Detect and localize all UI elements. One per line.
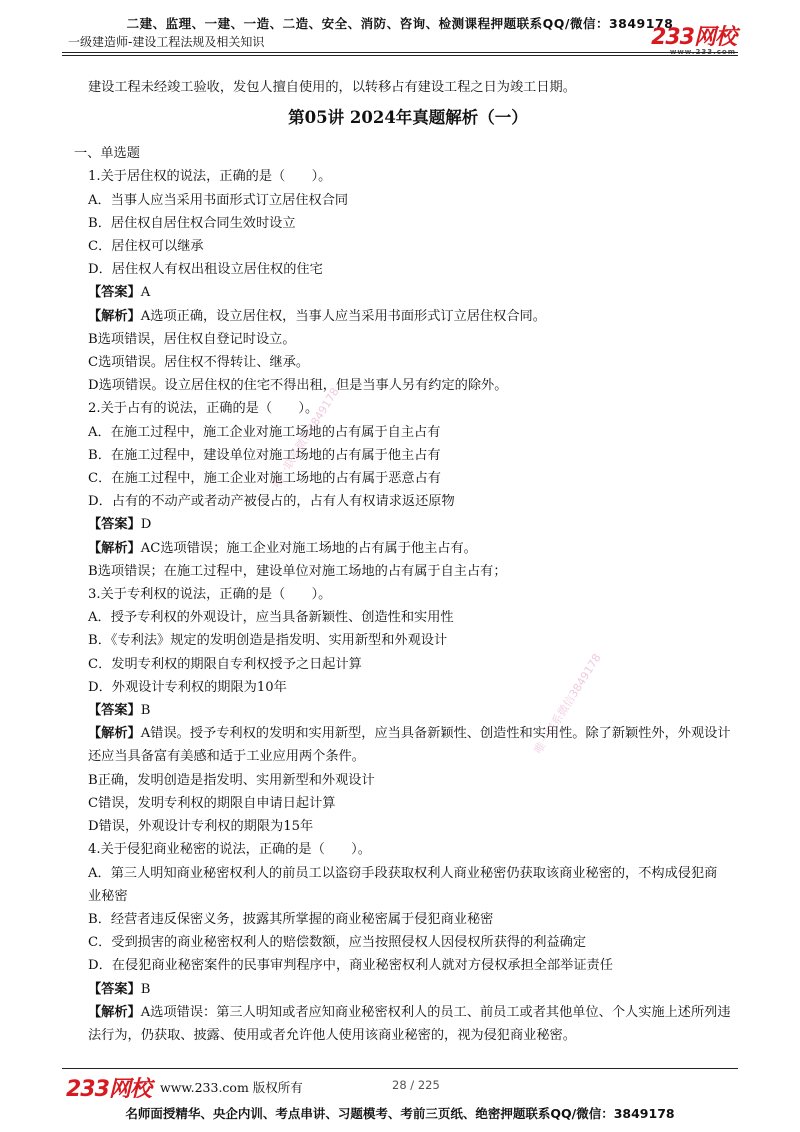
- answer-line: [88, 978, 728, 1001]
- brand-logo-url: www.233.com: [669, 48, 736, 56]
- answer-label: 【答案】: [88, 285, 141, 301]
- question-option: C．居住权可以继承: [88, 239, 204, 255]
- question-option: A．第三人明知商业秘密权利人的前员工以盗窃手段获取权利人商业秘密仍获取该商业秘密的，不构成侵犯商业秘密: [88, 865, 718, 904]
- answer-value: D: [140, 517, 152, 533]
- footer-copyright: www.233.com 版权所有: [160, 1080, 303, 1095]
- analysis-text: D选项错误。设立居住权的住宅不得出租，但是当事人另有约定的除外。: [88, 378, 508, 394]
- header-promo: 二建、监理、一建、一造、二造、安全、消防、咨询、检测课程押题联系QQ/微信：3849178: [126, 16, 674, 31]
- question-stem: 4.关于侵犯商业秘密的说法，正确的是（ ）。: [88, 842, 371, 858]
- analysis-line: [74, 722, 736, 768]
- analysis-line: [74, 1001, 736, 1047]
- answer-value: B: [140, 703, 151, 719]
- analysis-text: A选项正确，设立居住权，当事人应当采用书面形式订立居住权合同。: [140, 308, 546, 324]
- header-divider: [62, 52, 738, 53]
- question-option: C．发明专利权的期限自专利权授予之日起计算: [88, 656, 362, 672]
- analysis-text: D错误，外观设计专利权的期限为15年: [88, 819, 314, 835]
- question-option: C．受到损害的商业秘密权利人的赔偿数额，应当按照侵权人因侵权所获得的利益确定: [88, 935, 587, 951]
- brand-logo-text: 233网校: [651, 25, 736, 50]
- watermark: 唯一联系微信3849178: [531, 651, 604, 756]
- answer-label: 【答案】: [88, 981, 141, 997]
- analysis-text: AC选项错误；施工企业对施工场地的占有属于他主占有。: [140, 540, 477, 556]
- page-number: 28 / 225: [392, 1078, 440, 1092]
- question-option: B．居住权自居住权合同生效时设立: [88, 215, 296, 231]
- question-option: D．居住权人有权出租设立居住权的住宅: [88, 262, 323, 278]
- analysis-text: A选项错误：第三人明知或者应知商业秘密权利人的员工、前员工或者其他单位、个人实施上述所列违法行为，仍获取、披露、使用或者允许他人使用该商业秘密的，视为侵犯商业秘密。: [88, 1004, 731, 1043]
- answer-value: B: [140, 981, 151, 997]
- analysis-text: B选项错误；在施工过程中，建设单位对施工场地的占有属于自主占有；: [88, 563, 507, 579]
- document-body: [74, 76, 731, 1047]
- intro-paragraph: 建设工程未经竣工验收，发包人擅自使用的，以转移占有建设工程之日为竣工日期。: [88, 80, 576, 95]
- footer-promo: 名师面授精华、央企内训、考点串讲、习题模考、考前三页纸、绝密押题联系QQ/微信：3849178: [125, 1106, 675, 1121]
- analysis-text: C选项错误。居住权不得转让、继承。: [88, 355, 310, 371]
- answer-line: [88, 281, 728, 304]
- watermark: 唯一联系微信3849178: [269, 385, 342, 490]
- answer-line: [88, 513, 728, 536]
- analysis-text: B正确，发明创造是指发明、实用新型和外观设计: [88, 772, 375, 788]
- answer-label: 【答案】: [88, 703, 141, 719]
- question-option: D．在侵犯商业秘密案件的民事审判程序中，商业秘密权利人就对方侵权承担全部举证责任: [88, 958, 613, 974]
- footer-logo[interactable]: 233网校: [66, 1077, 151, 1102]
- question-option: B．《专利法》规定的发明创造是指发明、实用新型和外观设计: [88, 633, 448, 649]
- section-heading: 一、单选题: [74, 146, 140, 162]
- question-option: A．在施工过程中，施工企业对施工场地的占有属于自主占有: [88, 424, 441, 440]
- answer-line: [88, 699, 728, 722]
- question-stem: 2.关于占有的说法，正确的是（ ）。: [88, 401, 319, 417]
- footer-divider: [62, 1068, 738, 1069]
- question-option: B．在施工过程中，建设单位对施工场地的占有属于他主占有: [88, 447, 441, 463]
- analysis-text: A错误。授予专利权的发明和实用新型，应当具备新颖性、创造性和实用性。除了新颖性外，外观设计还应当具备富有美感和适于工业应用两个条件。: [88, 726, 731, 765]
- brand-logo[interactable]: [651, 20, 736, 56]
- analysis-text: B选项错误，居住权自登记时设立。: [88, 331, 296, 347]
- analysis-line: [88, 537, 728, 560]
- question-option: D．外观设计专利权的期限为10年: [88, 679, 287, 695]
- header-divider-thin: [62, 55, 738, 56]
- lecture-title: 第05讲 2024年真题解析（一）: [288, 108, 528, 128]
- question-stem: 1.关于居住权的说法，正确的是（ ）。: [88, 169, 332, 185]
- question-option: C．在施工过程中，施工企业对施工场地的占有属于恶意占有: [88, 471, 441, 487]
- answer-label: 【答案】: [88, 517, 141, 533]
- analysis-label: 【解析】: [88, 308, 141, 324]
- analysis-label: 【解析】: [88, 540, 141, 556]
- analysis-label: 【解析】: [88, 1004, 141, 1020]
- question-option: A．授予专利权的外观设计，应当具备新颖性、创造性和实用性: [88, 610, 454, 626]
- analysis-text: C错误，发明专利权的期限自申请日起计算: [88, 795, 336, 811]
- answer-value: A: [140, 285, 151, 301]
- question-option: A．当事人应当采用书面形式订立居住权合同: [88, 192, 349, 208]
- question-option: B．经营者违反保密义务，披露其所掌握的商业秘密属于侵犯商业秘密: [88, 911, 494, 927]
- analysis-label: 【解析】: [88, 726, 141, 742]
- course-title: 一级建造师-建设工程法规及相关知识: [68, 35, 265, 49]
- analysis-line: [88, 305, 728, 328]
- question-option: D．占有的不动产或者动产被侵占的，占有人有权请求返还原物: [88, 494, 455, 510]
- question-stem: 3.关于专利权的说法，正确的是（ ）。: [88, 587, 332, 603]
